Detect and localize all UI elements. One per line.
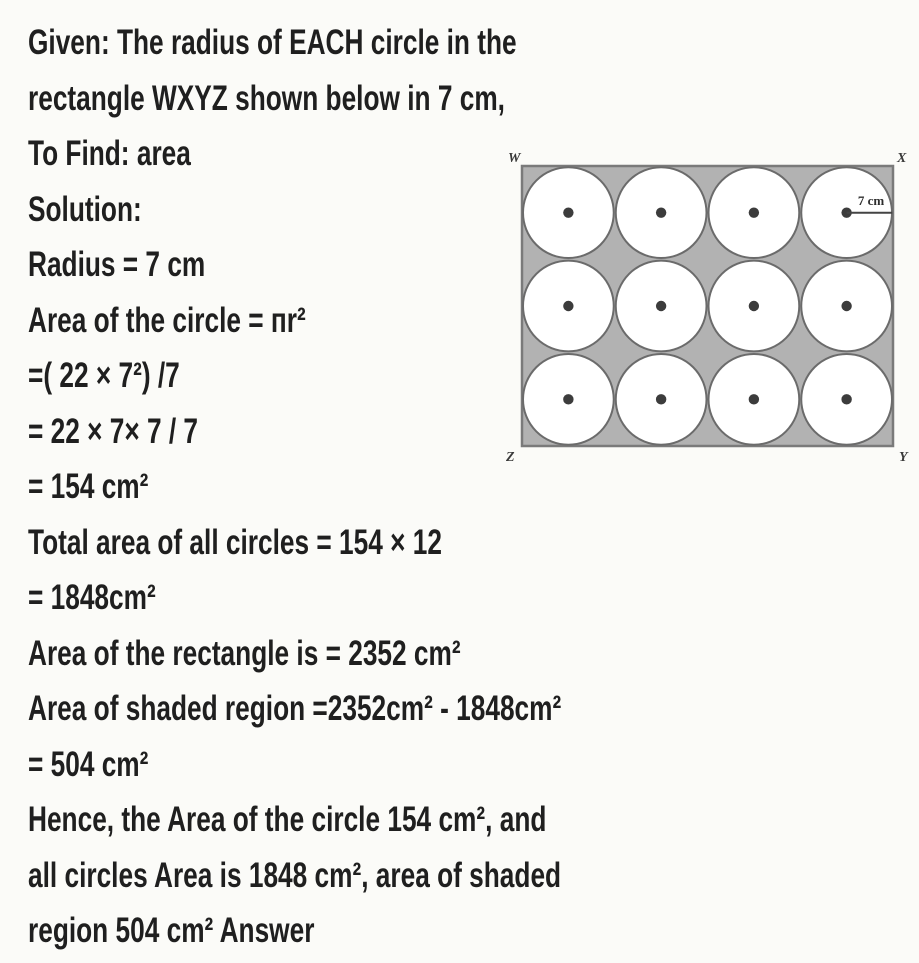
solution-line: Solution: xyxy=(28,189,142,229)
solution-line: =( 22 × 7²) /7 xyxy=(28,356,180,395)
circle-center-dot xyxy=(656,301,666,311)
solution-line: = 22 × 7× 7 / 7 xyxy=(28,411,199,451)
circle-center-dot xyxy=(563,207,573,217)
corner-label-y: Y xyxy=(899,450,908,465)
solution-line: = 504 cm² xyxy=(28,744,149,784)
circle-center-dot xyxy=(841,301,851,311)
solution-line: = 1848cm² xyxy=(28,578,156,617)
solution-line: To Find: area xyxy=(28,134,191,173)
circle-center-dot xyxy=(656,207,666,217)
solution-line: Given: The radius of EACH circle in the xyxy=(28,23,517,62)
corner-label-x: X xyxy=(897,151,907,166)
solution-line: Area of shaded region =2352cm² - 1848cm² xyxy=(28,689,562,728)
solution-line: region 504 cm² Answer xyxy=(28,911,315,950)
solution-line: Hence, the Area of the circle 154 cm², and xyxy=(28,800,547,839)
circle-center-dot xyxy=(749,301,759,311)
circle-center-dot xyxy=(656,394,666,404)
corner-label-z: Z xyxy=(506,450,515,465)
solution-line: = 154 cm² xyxy=(28,467,149,506)
circle-center-dot xyxy=(563,301,573,311)
solution-line: Area of the rectangle is = 2352 cm² xyxy=(28,633,461,673)
solution-line: Total area of all circles = 154 × 12 xyxy=(28,522,442,562)
solution-line: Area of the circle = пr² xyxy=(28,300,306,340)
circle-center-dot xyxy=(563,394,573,404)
circle-center-dot xyxy=(749,394,759,404)
solution-line: rectangle WXYZ shown below in 7 cm, xyxy=(28,78,505,118)
solution-line: Radius = 7 cm xyxy=(28,245,206,284)
corner-label-w: W xyxy=(508,151,521,166)
radius-label: 7 cm xyxy=(857,193,885,208)
wxyz-rectangle-diagram xyxy=(498,145,918,465)
circle-center-dot xyxy=(841,394,851,404)
solution-line: all circles Area is 1848 cm², area of shaded xyxy=(28,855,562,895)
circle-center-dot xyxy=(749,207,759,217)
